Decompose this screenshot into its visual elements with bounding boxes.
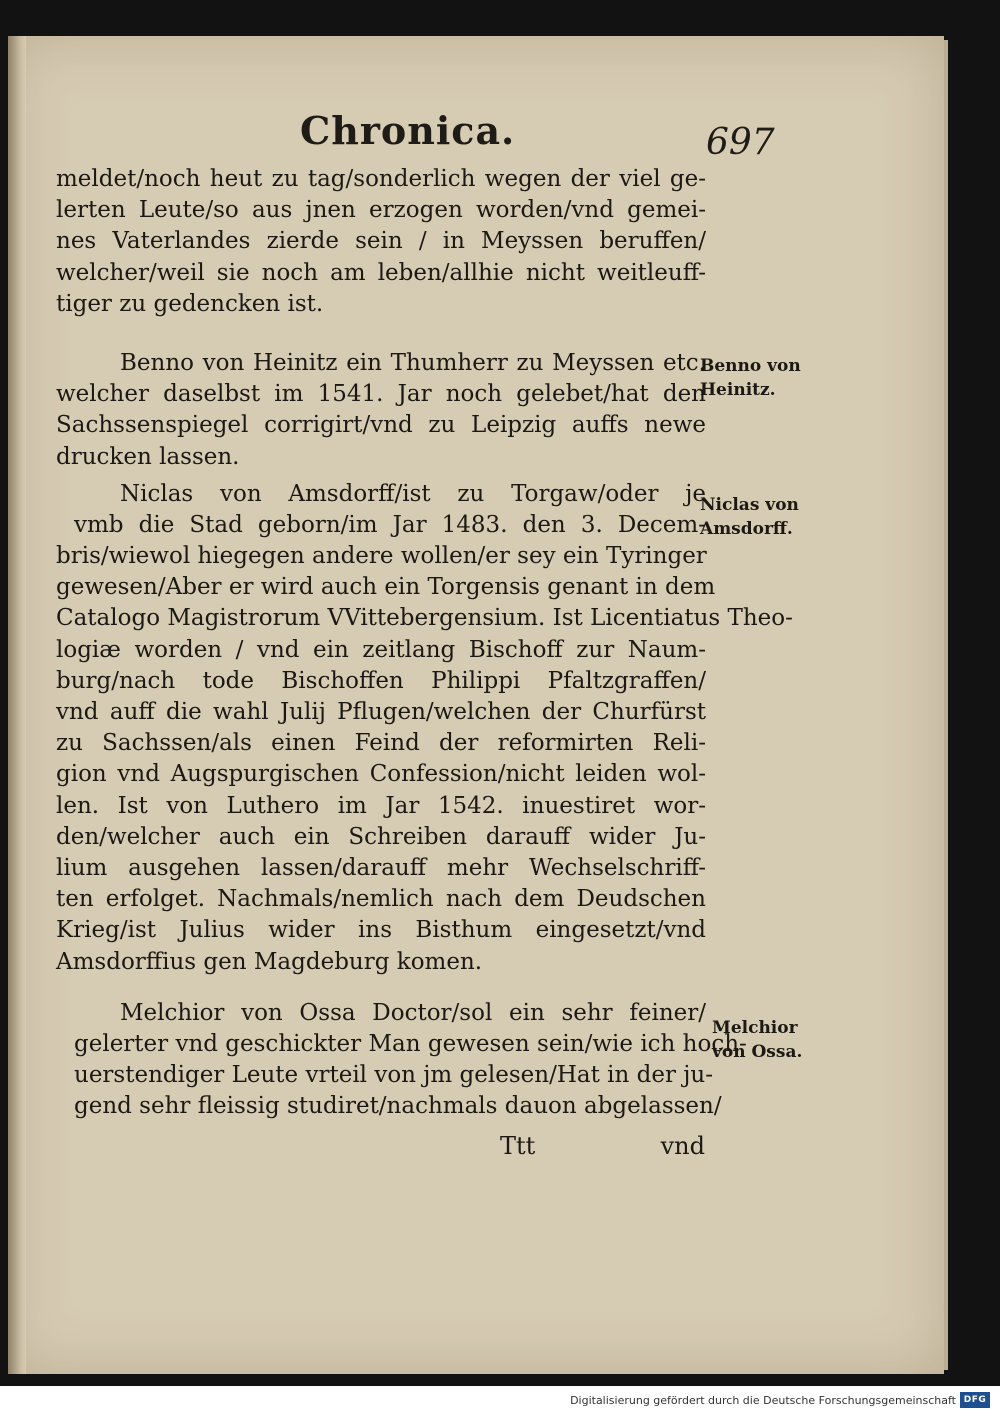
margin-note-line: Melchior [712,1018,798,1038]
paragraph-gap [56,320,706,348]
text-line: Melchior von Ossa Doctor/sol ein sehr feiner/ [120,999,706,1026]
page-gutter [8,36,26,1374]
margin-note-line: von Ossa. [712,1042,803,1062]
text-line: logiæ worden / vnd ein zeitlang Bischoff zur Naum- [56,636,706,663]
text-line: drucken lassen. [56,443,240,470]
text-line: Amsdorffius gen Magdeburg komen. [56,948,483,975]
catchword: vnd [660,1132,705,1160]
text-line: gion vnd Augspurgischen Confession/nicht leiden wol- [56,761,706,788]
text-line: bris/wiewol hiegegen andere wollen/er sey ein Tyringer [56,543,707,570]
text-line: zu Sachssen/als einen Feind der reformirten Reli- [56,730,706,757]
page-foot [500,1132,705,1166]
running-title: Chronica. [300,108,516,153]
text-line: vmb die Stad geborn/im Jar 1483. den 3. Decem- [74,511,706,538]
margin-note-melchior [712,1016,830,1064]
text-line: lium ausgehen lassen/darauff mehr Wechselschriff- [56,854,706,881]
text-line: lerten Leute/so aus jnen erzogen worden/vnd gemei- [56,197,706,224]
text-line: Catalogo Magistrorum VVittebergensium. Ist Licentiatus Theo- [56,605,793,632]
text-line: Benno von Heinitz ein Thumherr zu Meyssen etc. [120,349,706,376]
text-line: uerstendiger Leute vrteil von jm gelesen/Hat in der ju- [74,1062,713,1089]
text-line: nes Vaterlandes zierde sein / in Meyssen beruffen/ [56,228,706,255]
text-line: len. Ist von Luthero im Jar 1542. inuestiret wor- [56,792,706,819]
main-text [56,164,793,1122]
text-line: Krieg/ist Julius wider ins Bisthum eingesetzt/vnd [56,917,706,944]
margin-note-line: Heinitz. [700,380,776,400]
text-line: vnd auff die wahl Julij Pflugen/welchen der Churfürst [56,699,706,725]
margin-note-benno [700,354,818,402]
text-line: Sachssenspiegel corrigirt/vnd zu Leipzig auffs newe [56,412,706,439]
page-number: 697 [706,122,775,163]
text-line: burg/nach tode Bischoffen Philippi Pfaltzgraffen/ [56,667,706,694]
text-line: meldet/noch heut zu tag/sonderlich wegen der viel ge- [56,166,706,192]
margin-note-line: Niclas von [700,495,799,515]
margin-note-line: Benno von [700,356,801,376]
page-edge [944,40,948,1370]
page-header [0,108,1000,168]
funding-credit: Digitalisierung gefördert durch die Deutsche Forschungsgemeinschaft [570,1394,956,1407]
text-line: den/welcher auch ein Schreiben darauff wider Ju- [56,823,706,850]
digitization-footer [0,1388,1000,1412]
margin-note-line: Amsdorff. [700,519,793,539]
text-line: tiger zu gedencken ist. [56,290,324,317]
text-line: welcher daselbst im 1541. Jar noch gelebet/hat den [56,381,706,408]
paragraph-gap [56,978,706,998]
text-line: welcher/weil sie noch am leben/allhie nicht weitleuff- [56,259,706,286]
margin-note-niclas [700,493,818,541]
signature-mark: Ttt [500,1132,536,1160]
text-line: gewesen/Aber er wird auch ein Torgensis genant in dem [56,574,716,601]
text-line: gelerter vnd geschickter Man gewesen sein/wie ich hoch- [74,1030,747,1057]
text-line: gend sehr fleissig studiret/nachmals dauon abgelassen/ [74,1093,722,1120]
dfg-logo[interactable]: DFG [960,1392,990,1408]
text-line: Niclas von Amsdorff/ist zu Torgaw/oder je [120,480,706,507]
text-line: ten erfolget. Nachmals/nemlich nach dem Deudschen [56,886,706,913]
